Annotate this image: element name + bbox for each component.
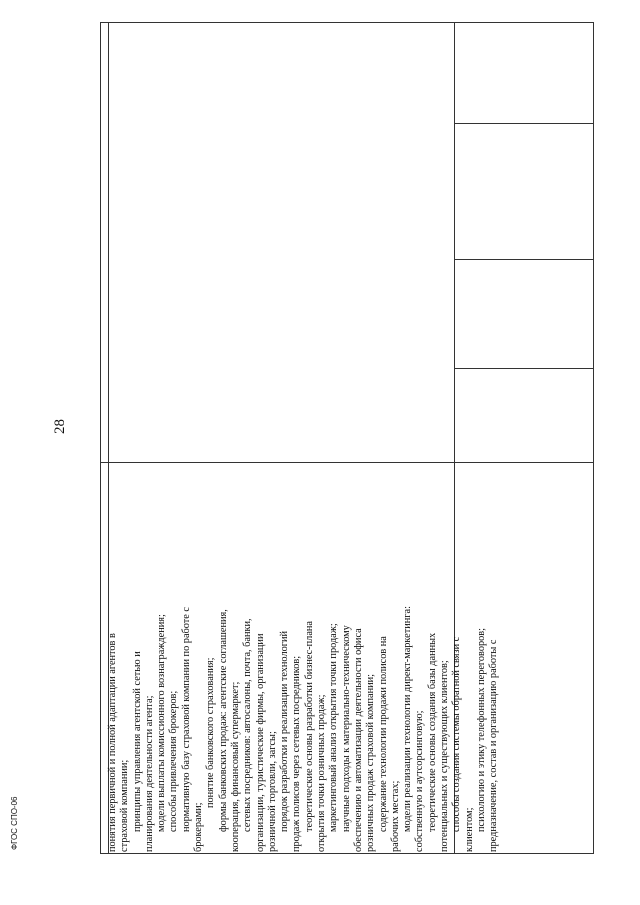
table-divider (454, 123, 593, 124)
text-line: теоретические основы создания базы данных (426, 632, 438, 832)
text-line: модели выплаты комиссионного вознаграждения; (156, 614, 168, 832)
text-line: организации, туристические фирмы, организации (254, 633, 266, 852)
content-cell (107, 462, 500, 852)
text-line: теоретические основы разработки бизнес-плана (303, 621, 315, 832)
text-line: сетевых посредников: автосалоны, почта, банки, (242, 618, 254, 832)
text-line: клиентом; (463, 807, 475, 852)
text-line: собственную и аутсорсинговую; (414, 710, 426, 852)
text-line: брокерами; (193, 802, 205, 852)
table-divider (454, 368, 593, 369)
text-line: рабочих местах; (389, 780, 401, 852)
text-line: страховой компании; (119, 759, 131, 852)
text-line: розничной торговли, загсы; (266, 731, 278, 852)
text-line: содержание технологии продажи полисов на (377, 636, 389, 832)
text-line: потенциальных и существующих клиентов; (439, 660, 451, 852)
text-line: модели реализации технологии директ-маркетинга: (402, 606, 414, 832)
page-number: 28 (52, 419, 68, 434)
footer-code: ФГОС СПО-06 (10, 796, 19, 850)
content-text (107, 462, 501, 852)
text-line: кооперация, финансовый супермаркет; (229, 681, 241, 852)
text-line: планирования деятельности агента; (143, 695, 155, 852)
text-line: маркетинговый анализ открытия точки продаж; (328, 623, 340, 832)
text-line: понятия первичной и полной адаптации агентов в (107, 633, 118, 852)
text-line: способы создания системы обратной связи с (451, 636, 463, 832)
text-line: формы банковских продаж: агентские соглашения, (217, 609, 229, 832)
table-divider (454, 259, 593, 260)
text-line: розничных продаж страховой компании; (365, 674, 377, 852)
text-line: порядок разработки и реализации технологий (279, 631, 291, 832)
text-line: нормативную базу страховой компании по работе с (180, 607, 192, 832)
text-line: научные подходы к материально-техническому (340, 625, 352, 832)
text-line: предназначение, состав и организацию работы с (488, 639, 500, 852)
text-line: продаж полисов через сетевых посредников; (291, 655, 303, 852)
text-line: принципы управления агентской сетью и (131, 651, 143, 832)
text-line: обеспечению и автоматизации деятельности офиса (352, 628, 364, 852)
text-line: открытия точки розничных продаж; (316, 694, 328, 852)
text-line: понятие банковского страхования; (205, 657, 217, 808)
text-line: психологию и этику телефонных переговоров; (475, 627, 487, 832)
text-line: способы привлечения брокеров; (168, 690, 180, 832)
